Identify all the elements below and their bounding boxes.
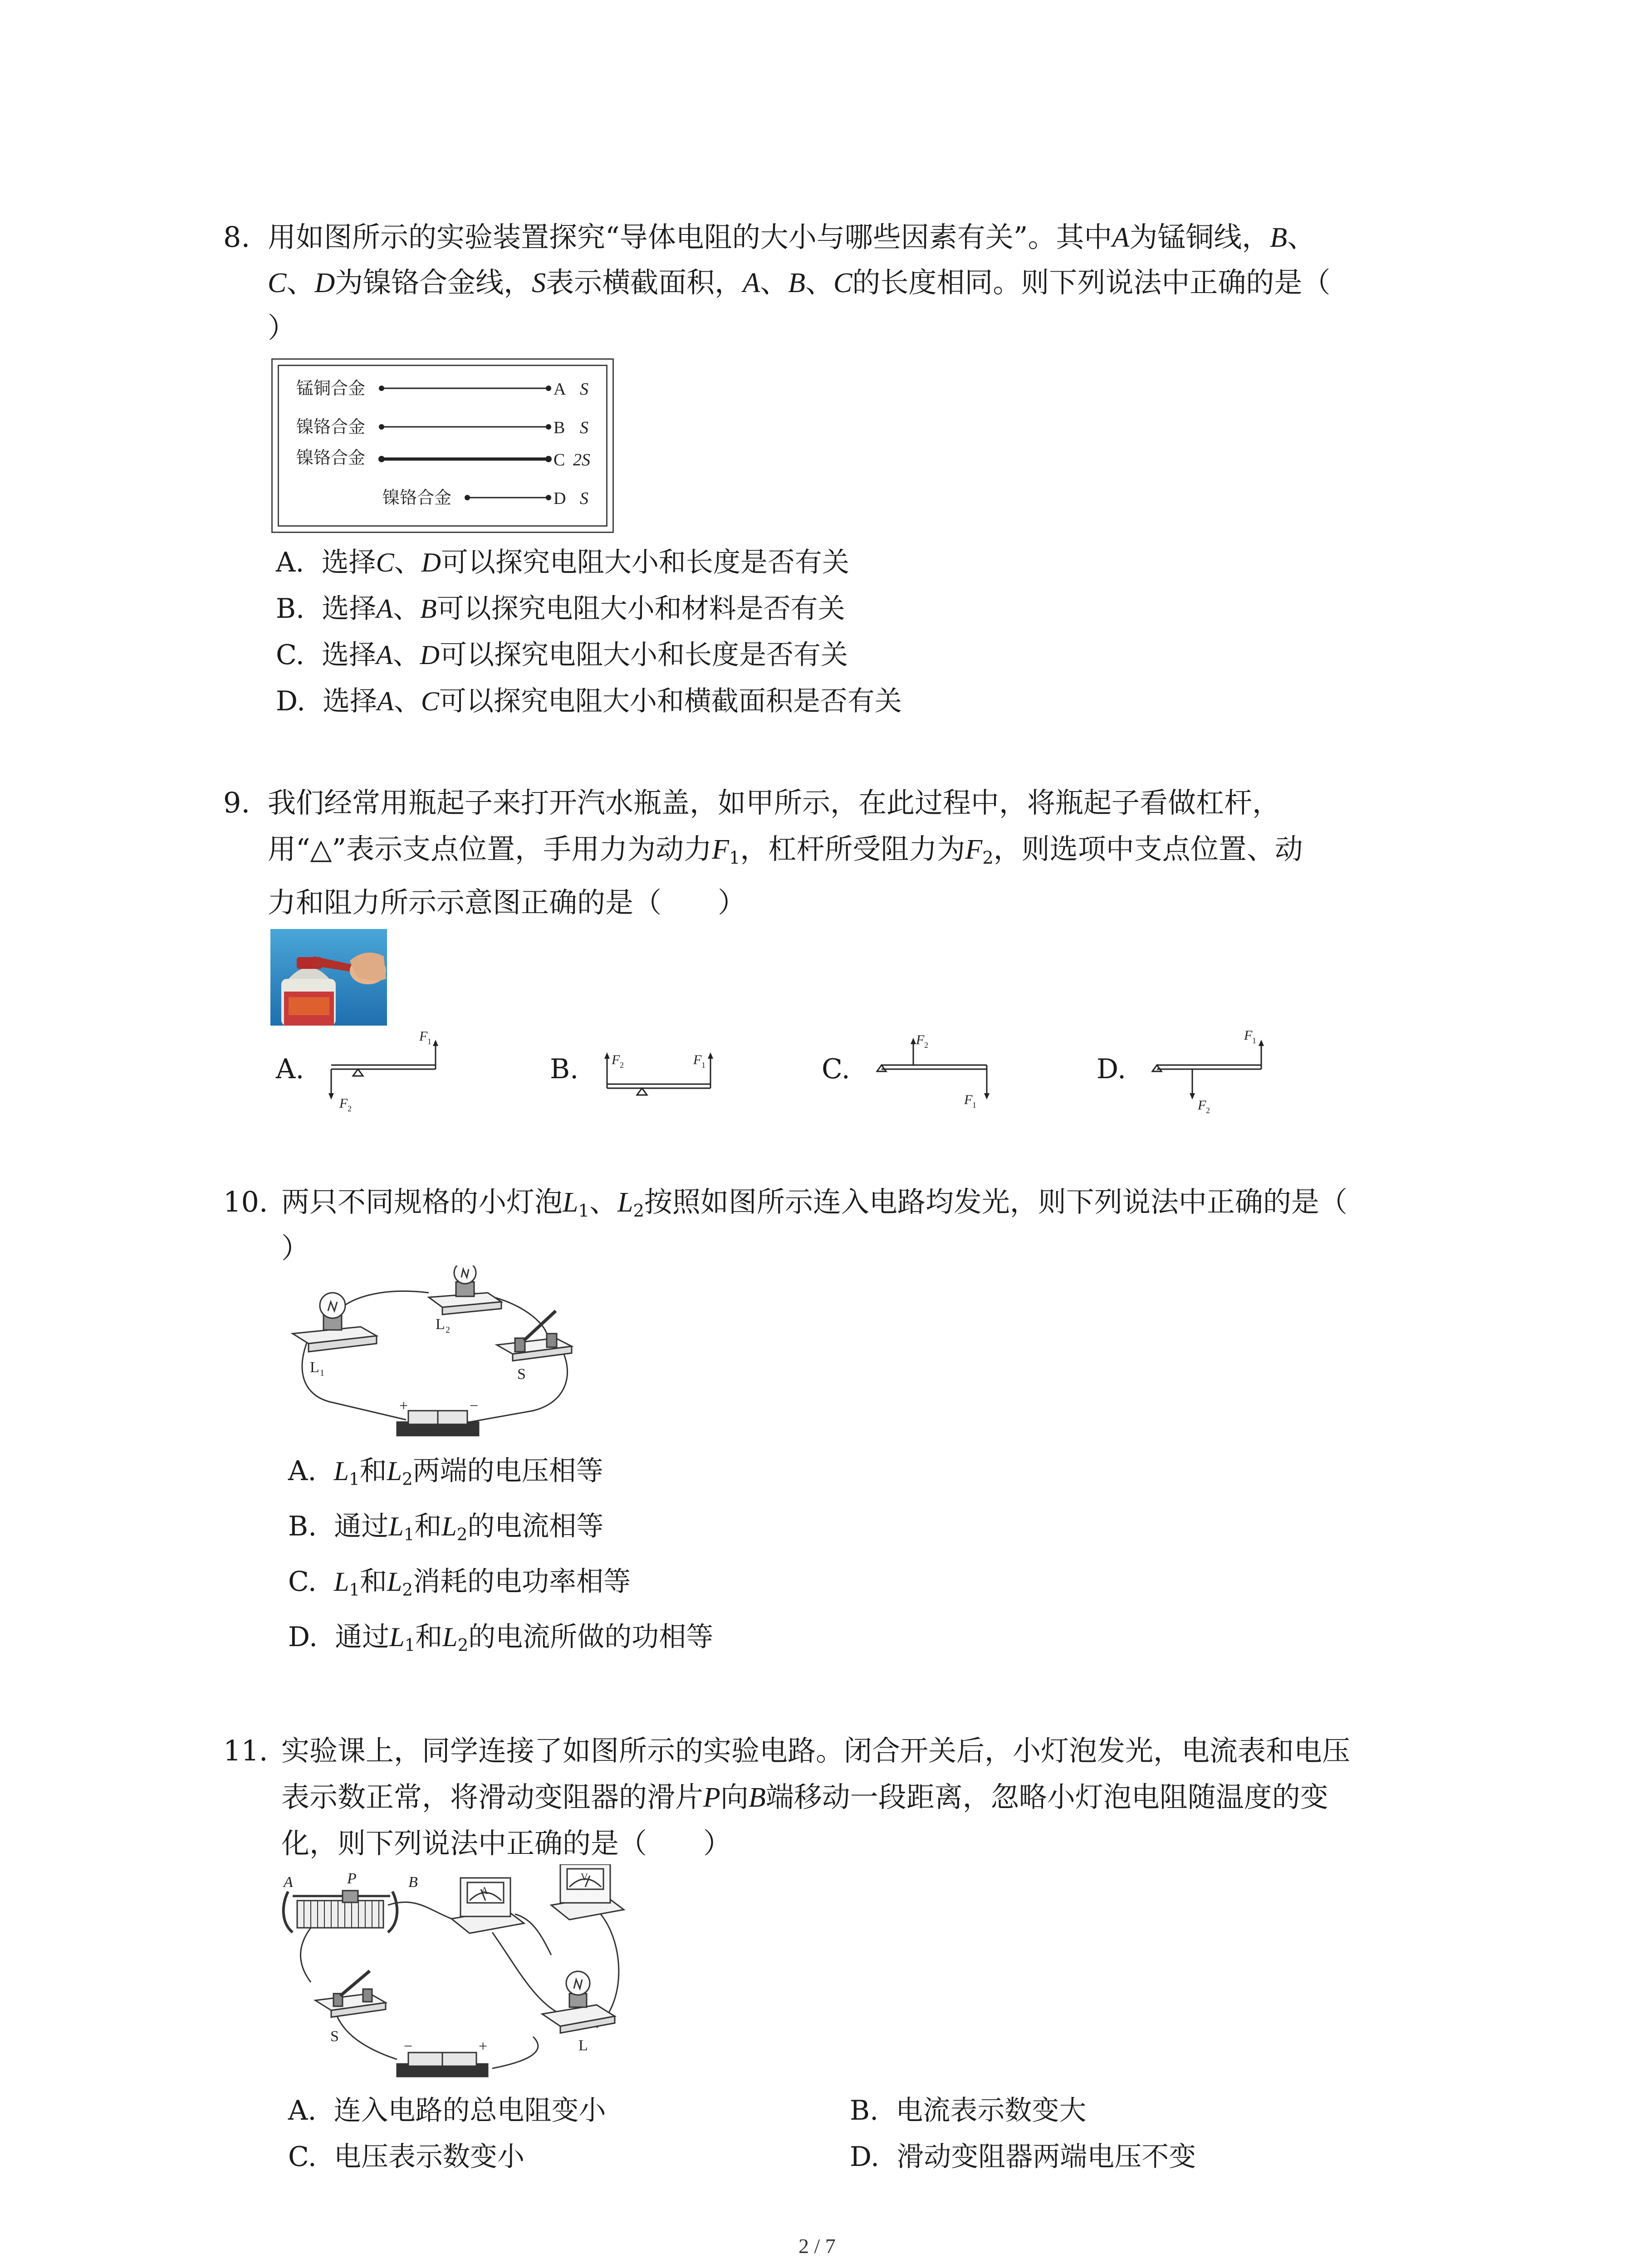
switch-clip: [515, 1338, 525, 1352]
q8-wire-b-area: S: [580, 418, 588, 437]
q8-wire-figure: [271, 358, 614, 533]
q11-stem-line1: 实验课上，同学连接了如图所示的实验电路。闭合开关后，小灯泡发光，电流表和电压: [281, 1734, 1351, 1767]
q8-wire-a-end: A: [554, 380, 566, 399]
f2-arrowhead: [911, 1038, 916, 1044]
q10-stem-line2: ）: [281, 1232, 310, 1265]
q10-circuit-figure: [279, 1266, 588, 1442]
label-plus: +: [479, 2038, 488, 2055]
q8-wire-b-end-dot: [546, 424, 551, 430]
q9-number: 9.: [223, 786, 250, 819]
f1-arrowhead: [433, 1040, 438, 1046]
q8-wire-c-end-dot: [545, 456, 552, 462]
label-l2-sub: 2: [446, 1325, 450, 1335]
q8-wire-b-material: 镍铬合金: [296, 417, 366, 437]
label-l1: L: [310, 1359, 319, 1376]
label-a: A: [284, 1874, 293, 1891]
q8-wire-a-material: 锰铜合金: [296, 378, 366, 398]
f2-label: F: [339, 1096, 348, 1111]
q8-wire-a-area: S: [580, 380, 588, 399]
label-l1-sub: 1: [320, 1368, 324, 1378]
q8-wire-a-end-dot: [546, 386, 551, 391]
q8-wire-d-area: S: [580, 489, 588, 508]
q11-stem-line3: 化，则下列说法中正确的是（ ）: [281, 1827, 732, 1860]
wire: [492, 2037, 538, 2068]
q8-option-c[interactable]: C. 选择A、D可以探究电阻大小和长度是否有关: [276, 639, 848, 671]
q8-option-d[interactable]: D. 选择A、C可以探究电阻大小和横截面积是否有关: [276, 685, 902, 717]
wire: [301, 1928, 311, 1982]
q11-option-a[interactable]: A. 连入电路的总电阻变小: [288, 2095, 606, 2126]
f2-arrowhead: [328, 1093, 334, 1100]
q11-option-c[interactable]: C. 电压表示数变小: [288, 2141, 524, 2173]
q9-option-a-label[interactable]: A.: [276, 1053, 304, 1085]
q9-stem-line1: 我们经常用瓶起子来打开汽水瓶盖，如甲所示，在此过程中，将瓶起子看做杠杆，: [268, 786, 1281, 819]
fulcrum-triangle: [1152, 1065, 1161, 1071]
q8-wire-a-start-dot: [379, 386, 384, 391]
q10-number: 10.: [223, 1185, 268, 1218]
f2-label: F: [612, 1052, 620, 1067]
fulcrum-triangle: [637, 1088, 647, 1095]
rheostat-end: [284, 1892, 293, 1932]
q8-wire-b-end: B: [554, 418, 565, 437]
voltmeter-symbol: V: [581, 1871, 588, 1882]
q9-lever-c[interactable]: [873, 1026, 996, 1117]
f1-label: F: [964, 1092, 973, 1107]
q11-option-b[interactable]: B. 电流表示数变大: [850, 2095, 1087, 2126]
fulcrum-triangle: [877, 1065, 886, 1071]
q8-wire-c-material: 镍铬合金: [296, 448, 366, 468]
q10-option-d[interactable]: D. 通过$L_1$和$L_2$的电流所做的功相等: [288, 1621, 714, 1655]
f2-sub: 2: [348, 1104, 352, 1113]
f2-sub: 2: [620, 1061, 624, 1070]
q10-option-b[interactable]: B. 通过$L_1$和$L_2$的电流相等: [288, 1510, 604, 1545]
f1-sub: 1: [972, 1100, 976, 1110]
f2-sub: 2: [924, 1041, 928, 1050]
q9-option-c-label[interactable]: C.: [822, 1053, 850, 1085]
f1-label: F: [693, 1052, 702, 1067]
f1-arrowhead: [1259, 1040, 1264, 1046]
q8-wire-d-start-dot: [465, 495, 470, 500]
f1-arrowhead: [708, 1052, 713, 1059]
q8-wire-b-start-dot: [379, 424, 384, 430]
rheostat-coil: [297, 1901, 383, 1928]
f1-arrowhead: [984, 1093, 989, 1100]
q10-option-c[interactable]: C. $L_1$和$L_2$消耗的电功率相等: [288, 1566, 631, 1600]
f2-arrowhead: [604, 1052, 610, 1059]
f2-label: F: [1198, 1098, 1206, 1113]
label-l: L: [578, 2037, 588, 2054]
rheostat-end: [388, 1892, 397, 1932]
q9-option-b-label[interactable]: B.: [550, 1053, 579, 1085]
ammeter-symbol: A: [481, 1885, 488, 1896]
q11-circuit-figure: [279, 1864, 642, 2100]
q11-option-d[interactable]: D. 滑动变阻器两端电压不变: [850, 2141, 1196, 2173]
f1-label: F: [419, 1029, 428, 1044]
fulcrum-triangle: [353, 1069, 363, 1076]
q8-stem-line3: ）: [268, 311, 296, 344]
q8-stem-line1: 用如图所示的实验装置探究“导体电阻的大小与哪些因素有关”。其中A为锰铜线，B、: [268, 220, 1316, 254]
q8-option-b[interactable]: B. 选择A、B可以探究电阻大小和材料是否有关: [276, 593, 845, 625]
q8-number: 8.: [223, 220, 250, 254]
q8-wire-c-end: C: [554, 450, 565, 469]
label-plus: +: [399, 1398, 408, 1414]
q9-option-d-label[interactable]: D.: [1097, 1053, 1127, 1085]
f2-label: F: [916, 1032, 925, 1047]
q10-option-a[interactable]: A. $L_1$和$L_2$两端的电压相等: [288, 1455, 603, 1489]
q11-stem-line2: 表示数正常，将滑动变阻器的滑片P向B端移动一段距离，忽略小灯泡电阻随温度的变: [281, 1780, 1328, 1813]
f1-sub: 1: [427, 1037, 431, 1046]
q8-wire-c-start-dot: [378, 456, 385, 462]
q9-lever-b[interactable]: [598, 1026, 720, 1117]
f2-arrowhead: [1190, 1093, 1195, 1100]
page-number: 2 / 7: [798, 2234, 836, 2258]
q9-lever-d[interactable]: [1148, 1026, 1270, 1117]
bottle-opener-photo: [270, 929, 387, 1026]
f1-sub: 1: [701, 1061, 705, 1070]
q9-stem-line2: 用“△”表示支点位置，手用力为动力$F_1$，杠杆所受阻力为$F_2$，则选项中支点位置、动: [268, 832, 1303, 868]
wire: [492, 1932, 560, 2014]
q11-number: 11.: [223, 1734, 268, 1767]
label-p: P: [347, 1870, 357, 1887]
q8-option-a[interactable]: A. 选择C、D可以探究电阻大小和长度是否有关: [276, 547, 849, 578]
f2-sub: 2: [1206, 1106, 1210, 1115]
rheostat-slider: [343, 1891, 358, 1902]
q10-stem-line1: 两只不同规格的小灯泡$L_1$、$L_2$按照如图所示连入电路均发光，则下列说法中正确的是（: [281, 1185, 1347, 1221]
q8-wire-d-material: 镍铬合金: [382, 488, 452, 508]
wire: [333, 1291, 429, 1315]
switch-clip: [547, 1334, 557, 1347]
q8-wire-d-end: D: [554, 489, 566, 508]
label-b: B: [408, 1874, 418, 1891]
q8-wire-c-area: 2S: [573, 450, 590, 469]
label-switch: S: [517, 1366, 526, 1383]
label-s: S: [330, 2028, 339, 2045]
q8-wires-svg: [271, 358, 614, 533]
f1-label: F: [1244, 1028, 1253, 1043]
label-minus: −: [470, 1398, 479, 1414]
f1-sub: 1: [1252, 1036, 1256, 1045]
q9-lever-a[interactable]: [322, 1026, 445, 1117]
label-l2: L: [436, 1316, 445, 1333]
q8-stem-line2: C、D为镍铬合金线，S表示横截面积，A、B、C的长度相同。则下列说法中正确的是（: [268, 266, 1331, 299]
q9-stem-line3: 力和阻力所示示意图正确的是（ ）: [268, 886, 746, 919]
label-minus: −: [404, 2038, 413, 2055]
q8-wire-d-end-dot: [546, 495, 551, 500]
